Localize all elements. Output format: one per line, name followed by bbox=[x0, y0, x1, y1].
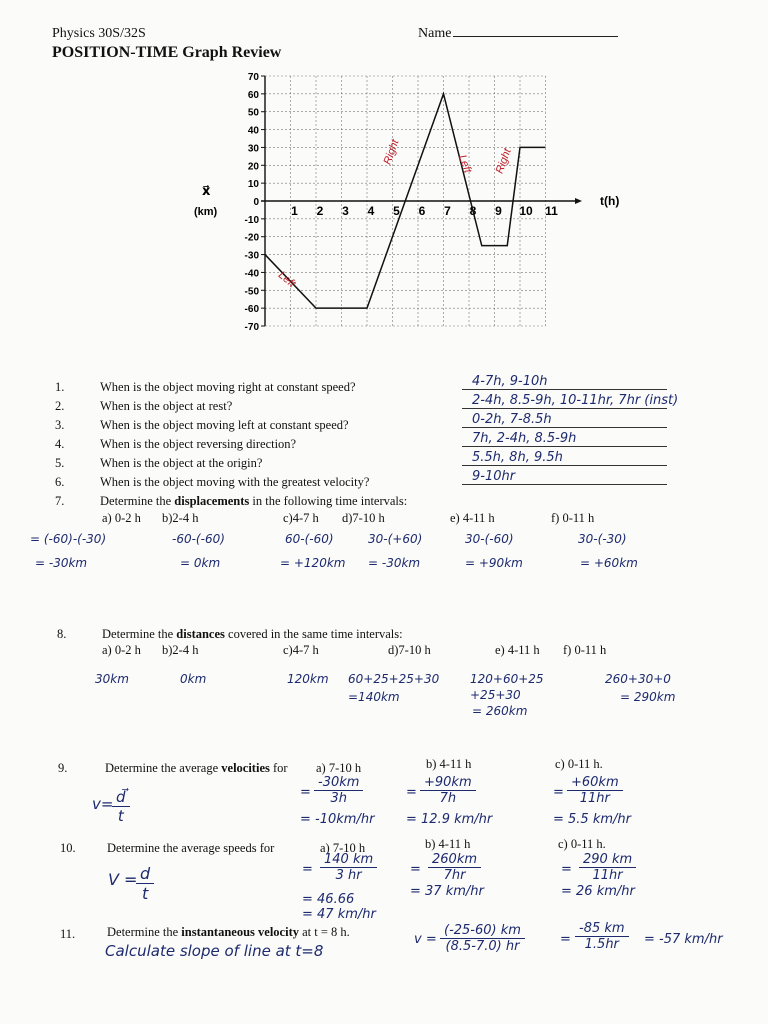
q7-part-label: a) 0-2 h bbox=[102, 511, 141, 525]
q8-part-work: 60+25+25+30 bbox=[348, 672, 440, 686]
q10-equals: = bbox=[561, 862, 572, 877]
x-axis-arrow bbox=[575, 198, 582, 204]
chart-axes bbox=[261, 76, 582, 326]
q7-part-label: c)4-7 h bbox=[283, 511, 319, 525]
q8-part-label: e) 4-11 h bbox=[495, 643, 540, 657]
y-tick-label: 0 bbox=[253, 197, 259, 208]
answer-line: 7h, 2-4h, 8.5-9h bbox=[462, 431, 667, 447]
q7-part-work: 60-(-60) bbox=[285, 532, 334, 546]
x-tick-label: 1 bbox=[291, 204, 298, 218]
q8-part-work: 120km bbox=[287, 672, 329, 686]
q10-prompt: Determine the average speeds for bbox=[107, 841, 275, 855]
q7-part-label: d)7-10 h bbox=[342, 511, 385, 525]
position-time-graph bbox=[180, 68, 640, 340]
q7-part-result: = -30km bbox=[35, 556, 88, 570]
name-label: Name bbox=[418, 26, 452, 41]
direction-annotation: Right bbox=[493, 146, 514, 176]
q10-part-label: a) 7-10 h bbox=[320, 841, 366, 855]
q9-part-result: = 12.9 km/hr bbox=[406, 812, 493, 827]
q9-formula: v= bbox=[92, 795, 114, 813]
y-tick-label: 40 bbox=[247, 125, 259, 137]
q9-part-result: = 5.5 km/hr bbox=[553, 812, 631, 827]
q9-part-fraction: $\frac{+60km}{11hr}$ bbox=[567, 775, 623, 806]
y-tick-label: 20 bbox=[247, 161, 259, 173]
q7-part-result: = -30km bbox=[368, 556, 421, 570]
q7-part-work: 30-(+60) bbox=[368, 532, 423, 546]
x-tick-label: 9 bbox=[495, 204, 502, 218]
x-tick-labels bbox=[291, 204, 558, 218]
q7-number: 7. bbox=[55, 494, 65, 508]
q10-formula: V = bbox=[108, 870, 138, 889]
y-tick-label: 10 bbox=[247, 179, 259, 191]
answer-line: 2-4h, 8.5-9h, 10-11hr, 7hr (inst) bbox=[462, 393, 667, 409]
q10-formula-fraction: $\frac{d}{t}$ bbox=[136, 864, 154, 903]
y-tick-label: -40 bbox=[244, 268, 259, 280]
q10-equals: = bbox=[410, 862, 421, 877]
q7-part-label: e) 4-11 h bbox=[450, 511, 495, 525]
x-tick-label: 8 bbox=[469, 204, 477, 218]
q8-part-work: 260+30+0 bbox=[605, 672, 671, 686]
q9-number: 9. bbox=[58, 761, 68, 775]
x-tick-label: 6 bbox=[418, 204, 426, 218]
q8-part-label: a) 0-2 h bbox=[102, 643, 141, 657]
name-field[interactable] bbox=[418, 26, 618, 42]
x-tick-label: 10 bbox=[519, 204, 533, 218]
q11-number: 11. bbox=[60, 927, 76, 941]
question-number: 3. bbox=[55, 418, 65, 432]
q11-equals: = bbox=[560, 932, 571, 947]
y-tick-label: 60 bbox=[247, 89, 259, 101]
direction-annotation: Left bbox=[275, 269, 298, 291]
question-text: When is the object at rest? bbox=[100, 399, 233, 413]
q7-part-result: = +60km bbox=[580, 556, 638, 570]
question-text: When is the object moving right at constant speed? bbox=[100, 380, 356, 394]
y-tick-label: -10 bbox=[244, 214, 259, 226]
q10-part-result: = 37 km/hr bbox=[410, 884, 484, 899]
y-tick-label: 30 bbox=[247, 143, 259, 155]
q7-part-work: -60-(-60) bbox=[172, 532, 225, 546]
x-tick-label: 4 bbox=[367, 204, 375, 218]
q11-result: = -57 km/hr bbox=[644, 932, 723, 947]
q8-part-result: = 290km bbox=[620, 690, 676, 704]
x-tick-label: 3 bbox=[342, 204, 349, 218]
y-tick-label: 50 bbox=[247, 107, 259, 119]
answer-line: 4-7h, 9-10h bbox=[462, 374, 667, 390]
q10-part-label: b) 4-11 h bbox=[425, 837, 471, 851]
y-axis-unit: (km) bbox=[194, 206, 218, 218]
q7-part-work: 30-(-30) bbox=[578, 532, 627, 546]
q11-handwritten-note: Calculate slope of line at t=8 bbox=[105, 942, 324, 960]
q10-part-result: = 46.66 bbox=[302, 892, 355, 907]
q9-equals: = bbox=[406, 785, 417, 800]
q8-part-work: 30km bbox=[95, 672, 129, 686]
x-tick-label: 5 bbox=[393, 204, 400, 218]
q7-part-result: = 0km bbox=[180, 556, 221, 570]
direction-annotation: Right bbox=[381, 138, 402, 167]
page-title: POSITION-TIME Graph Review bbox=[52, 44, 282, 61]
y-tick-label: -30 bbox=[244, 250, 259, 262]
q10-part-result: = 26 km/hr bbox=[561, 884, 635, 899]
q9-part-fraction: $\frac{+90km}{7h}$ bbox=[420, 775, 476, 806]
q8-part-label: b)2-4 h bbox=[162, 643, 199, 657]
course-label: Physics 30S/32S bbox=[52, 26, 146, 41]
q11-lhs: v = bbox=[414, 932, 437, 947]
q8-part-label: c)4-7 h bbox=[283, 643, 319, 657]
q9-part-fraction: $\frac{-30km}{3h}$ bbox=[314, 775, 363, 806]
x-tick-label: 7 bbox=[444, 204, 451, 218]
q7-part-result: = +90km bbox=[465, 556, 523, 570]
q7-part-label: f) 0-11 h bbox=[551, 511, 595, 525]
y-tick-label: 70 bbox=[247, 72, 259, 83]
q11-fraction-1: $\frac{(-25-60) km}{(8.5-7.0) hr}$ bbox=[440, 923, 525, 954]
q8-part-work-2: +25+30 bbox=[470, 688, 521, 702]
answer-line: 9-10hr bbox=[462, 469, 667, 485]
question-text: When is the object moving left at constant speed? bbox=[100, 418, 349, 432]
q9-part-label: c) 0-11 h. bbox=[555, 757, 603, 771]
answer-line: 5.5h, 8h, 9.5h bbox=[462, 450, 667, 466]
question-number: 5. bbox=[55, 456, 65, 470]
q10-part-label: c) 0-11 h. bbox=[558, 837, 606, 851]
q10-part-result-2: = 47 km/hr bbox=[302, 907, 376, 922]
q7-prompt: Determine the displacements in the following time intervals: bbox=[100, 494, 408, 508]
q9-equals: = bbox=[553, 785, 564, 800]
q8-part-work: 120+60+25 bbox=[470, 672, 544, 686]
y-axis-symbol: x⃗ bbox=[202, 183, 211, 198]
q10-equals: = bbox=[302, 862, 313, 877]
question-text: When is the object reversing direction? bbox=[100, 437, 297, 451]
x-tick-label: 11 bbox=[545, 204, 558, 218]
q10-number: 10. bbox=[60, 841, 76, 855]
q9-part-result: = -10km/hr bbox=[300, 812, 375, 827]
q9-part-label: b) 4-11 h bbox=[426, 757, 472, 771]
y-tick-label: -60 bbox=[244, 304, 259, 316]
answer-line: 0-2h, 7-8.5h bbox=[462, 412, 667, 428]
q7-part-work: = (-60)-(-30) bbox=[30, 532, 107, 546]
q7-part-result: = +120km bbox=[280, 556, 346, 570]
x-tick-label: 2 bbox=[316, 204, 324, 218]
question-number: 1. bbox=[55, 380, 65, 394]
q8-prompt: Determine the distances covered in the same time intervals: bbox=[102, 627, 403, 641]
question-text: When is the object at the origin? bbox=[100, 456, 263, 470]
q10-part-fraction: $\frac{260km}{7hr}$ bbox=[428, 852, 481, 883]
q11-fraction-2: $\frac{-85 km}{1.5hr}$ bbox=[575, 921, 629, 952]
q8-part-work: 0km bbox=[180, 672, 207, 686]
question-number: 6. bbox=[55, 475, 65, 489]
q7-part-work: 30-(-60) bbox=[465, 532, 514, 546]
question-number: 4. bbox=[55, 437, 65, 451]
q8-part-label: d)7-10 h bbox=[388, 643, 431, 657]
q10-part-fraction: $\frac{140 km}{3 hr}$ bbox=[320, 852, 377, 883]
y-tick-label: -50 bbox=[244, 286, 259, 298]
q8-part-result: = 260km bbox=[472, 704, 528, 718]
q9-formula-fraction: $\frac{d⃗}{t}$ bbox=[112, 788, 130, 825]
q9-equals: = bbox=[300, 785, 311, 800]
x-axis-label: t(h) bbox=[600, 194, 620, 208]
q8-number: 8. bbox=[57, 627, 67, 641]
direction-annotation: Left bbox=[455, 153, 474, 175]
question-text: When is the object moving with the greatest velocity? bbox=[100, 475, 370, 489]
q10-part-fraction: $\frac{290 km}{11hr}$ bbox=[579, 852, 636, 883]
question-number: 2. bbox=[55, 399, 65, 413]
y-tick-label: -70 bbox=[244, 322, 259, 333]
y-tick-label: -20 bbox=[244, 232, 259, 244]
q7-part-label: b)2-4 h bbox=[162, 511, 199, 525]
q8-part-result: =140km bbox=[348, 690, 400, 704]
q9-prompt: Determine the average velocities for bbox=[105, 761, 288, 775]
q8-part-label: f) 0-11 h bbox=[563, 643, 607, 657]
y-tick-labels bbox=[245, 72, 265, 333]
q9-part-label: a) 7-10 h bbox=[316, 761, 362, 775]
q11-prompt: Determine the instantaneous velocity at t = 8 h. bbox=[107, 925, 350, 939]
